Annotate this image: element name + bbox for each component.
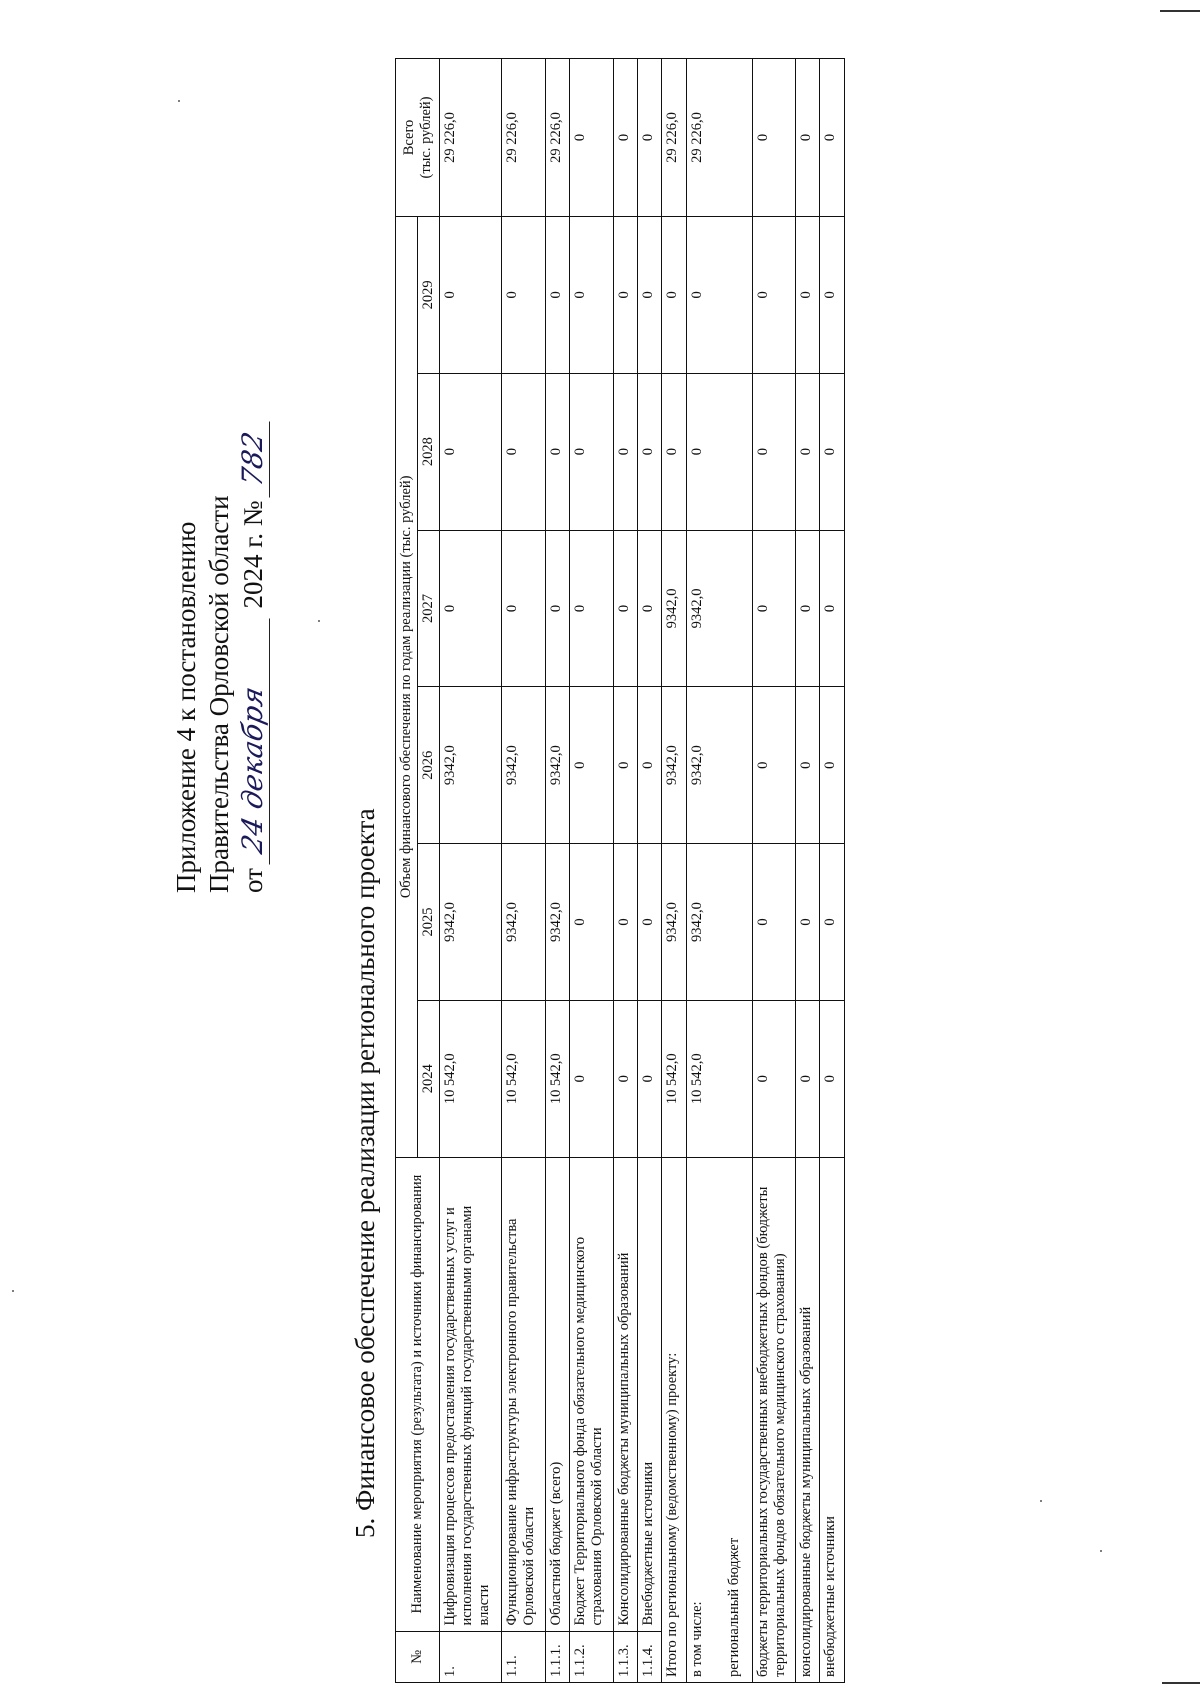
- table-row: [545, 59, 569, 1683]
- cell-2026: 9342,0: [662, 687, 686, 844]
- cell-2029: 0: [440, 216, 502, 373]
- cell-2027: 0: [570, 530, 613, 687]
- cell-2024: 0: [613, 1000, 637, 1157]
- table-row: [440, 59, 502, 1683]
- appendix-block: [170, 333, 270, 893]
- row-num: 1.1.4.: [638, 1631, 662, 1682]
- cell-total: 29 226,0: [686, 59, 752, 217]
- cell-2029: 0: [638, 216, 662, 373]
- cell-2026: 0: [638, 687, 662, 844]
- cell-total: 29 226,0: [440, 59, 502, 217]
- cell-2024: 10 542,0: [545, 1000, 569, 1157]
- cell-total: 29 226,0: [502, 59, 545, 217]
- cell-2027: 0: [638, 530, 662, 687]
- cell-2026: 9342,0: [686, 687, 752, 844]
- row-name: [752, 1157, 795, 1682]
- row-name: [820, 1157, 845, 1682]
- header-num: №: [396, 1631, 440, 1682]
- row-name-text: бюджеты территориальных государственных внебюджетных фондов (бюджеты территориальных фондов обязательного медицинского страхования): [754, 1186, 788, 1677]
- row-name: [795, 1157, 819, 1682]
- row-name-subtext: региональный бюджет: [725, 1537, 742, 1677]
- cell-2029: 0: [545, 216, 569, 373]
- table-row: [638, 59, 662, 1683]
- header-year-2025: 2025: [418, 844, 440, 1001]
- cell-2024: 0: [752, 1000, 795, 1157]
- cell-total: 0: [638, 59, 662, 217]
- cell-2026: 0: [752, 687, 795, 844]
- cell-2024: 0: [795, 1000, 819, 1157]
- cell-2027: 0: [502, 530, 545, 687]
- header-name: Наименование мероприятия (результата) и источники финансирования: [396, 1157, 440, 1631]
- cell-2024: 10 542,0: [440, 1000, 502, 1157]
- cell-2028: 0: [662, 373, 686, 530]
- header-year-2027: 2027: [418, 530, 440, 687]
- appendix-line-1: Приложение 4 к постановлению: [171, 521, 201, 893]
- cell-2026: 0: [820, 687, 845, 844]
- cell-2028: 0: [795, 373, 819, 530]
- header-year-2029: 2029: [418, 216, 440, 373]
- cell-total: 0: [613, 59, 637, 217]
- table-row: [570, 59, 613, 1683]
- cell-2026: 9342,0: [440, 687, 502, 844]
- cell-2027: 0: [820, 530, 845, 687]
- row-name: Бюджет Территориального фонда обязательного медицинского страхования Орловской области: [570, 1157, 613, 1631]
- header-year-2026: 2026: [418, 687, 440, 844]
- cell-2025: 0: [795, 844, 819, 1001]
- cell-2024: 10 542,0: [686, 1000, 752, 1157]
- cell-total: 0: [570, 59, 613, 217]
- table-row: [752, 59, 795, 1683]
- header-volume: Объем финансового обеспечения по годам реализации (тыс. рублей): [396, 216, 418, 1157]
- cell-2029: 0: [502, 216, 545, 373]
- row-num: 1.1.1.: [545, 1631, 569, 1682]
- cell-2025: 9342,0: [545, 844, 569, 1001]
- cell-2029: 0: [820, 216, 845, 373]
- handwritten-date: 24 декабря: [236, 612, 270, 865]
- cell-2028: 0: [545, 373, 569, 530]
- cell-2027: 0: [440, 530, 502, 687]
- header-total-line-2: (тыс. рублей): [417, 96, 434, 179]
- cell-2025: 0: [752, 844, 795, 1001]
- cell-2024: 0: [638, 1000, 662, 1157]
- cell-2029: 0: [570, 216, 613, 373]
- appendix-date-prefix: от: [238, 868, 268, 893]
- cell-2024: 0: [570, 1000, 613, 1157]
- appendix-line-2: Правительства Орловской области: [204, 495, 234, 893]
- row-num: 1.: [440, 1631, 502, 1682]
- cell-2028: 0: [686, 373, 752, 530]
- cell-2027: 0: [545, 530, 569, 687]
- cell-2025: 9342,0: [440, 844, 502, 1001]
- cell-total: 0: [752, 59, 795, 217]
- header-year-2024: 2024: [418, 1000, 440, 1157]
- financing-table: [395, 58, 845, 1683]
- row-name-text: в том числе:: [688, 1601, 705, 1677]
- appendix-year: 2024 г. №: [238, 500, 268, 609]
- cell-2026: 0: [570, 687, 613, 844]
- row-name: Внебюджетные источники: [638, 1157, 662, 1631]
- cell-2029: 0: [795, 216, 819, 373]
- header-total: [396, 59, 440, 217]
- row-name: Функционирование инфраструктуры электронного правительства Орловской области: [502, 1157, 545, 1631]
- row-name: Консолидированные бюджеты муниципальных образований: [613, 1157, 637, 1631]
- appendix-line-3: [236, 333, 270, 893]
- cell-2024: 0: [820, 1000, 845, 1157]
- section-title: 5. Финансовое обеспечение реализации регионального проекта: [350, 808, 380, 1538]
- cell-2027: 0: [752, 530, 795, 687]
- header-year-2028: 2028: [418, 373, 440, 530]
- row-num: 1.1.3.: [613, 1631, 637, 1682]
- cell-2028: 0: [638, 373, 662, 530]
- table-row: [795, 59, 819, 1683]
- cell-2025: 0: [820, 844, 845, 1001]
- cell-2026: 0: [613, 687, 637, 844]
- row-name: [686, 1157, 752, 1682]
- row-name: Областной бюджет (всего): [545, 1157, 569, 1631]
- row-name-text: внебюджетные источники: [822, 1516, 839, 1677]
- row-name-text: консолидированные бюджеты муниципальных образований: [797, 1306, 814, 1677]
- cell-2028: 0: [502, 373, 545, 530]
- cell-2028: 0: [570, 373, 613, 530]
- cell-2029: 0: [662, 216, 686, 373]
- cell-2024: 10 542,0: [662, 1000, 686, 1157]
- header-total-line-1: Всего: [400, 119, 417, 156]
- row-name-text: Итого по региональному (ведомственному) проекту:: [664, 1352, 681, 1677]
- cell-2027: 9342,0: [662, 530, 686, 687]
- cell-2025: 0: [638, 844, 662, 1001]
- cell-2028: 0: [613, 373, 637, 530]
- cell-2026: 0: [795, 687, 819, 844]
- cell-2028: 0: [440, 373, 502, 530]
- row-name: [662, 1157, 686, 1682]
- cell-2027: 0: [795, 530, 819, 687]
- handwritten-number: 782: [236, 414, 270, 497]
- cell-2025: 0: [613, 844, 637, 1001]
- table-row: [820, 59, 845, 1683]
- cell-2029: 0: [686, 216, 752, 373]
- cell-2027: 0: [613, 530, 637, 687]
- table-row: [662, 59, 686, 1683]
- cell-total: 0: [795, 59, 819, 217]
- cell-2025: 0: [570, 844, 613, 1001]
- cell-2025: 9342,0: [686, 844, 752, 1001]
- table-row: [502, 59, 545, 1683]
- cell-2029: 0: [752, 216, 795, 373]
- cell-2025: 9342,0: [662, 844, 686, 1001]
- cell-2026: 9342,0: [545, 687, 569, 844]
- cell-total: 29 226,0: [545, 59, 569, 217]
- cell-2029: 0: [613, 216, 637, 373]
- table-row: [613, 59, 637, 1683]
- row-name: Цифровизация процессов предоставления государственных услуг и исполнения государственных функций государственными органами власти: [440, 1157, 502, 1631]
- cell-2028: 0: [752, 373, 795, 530]
- cell-2028: 0: [820, 373, 845, 530]
- cell-total: 0: [820, 59, 845, 217]
- cell-2024: 10 542,0: [502, 1000, 545, 1157]
- row-num: 1.1.: [502, 1631, 545, 1682]
- cell-2026: 9342,0: [502, 687, 545, 844]
- cell-2025: 9342,0: [502, 844, 545, 1001]
- cell-2027: 9342,0: [686, 530, 752, 687]
- cell-total: 29 226,0: [662, 59, 686, 217]
- table-row: [686, 59, 752, 1683]
- row-num: 1.1.2.: [570, 1631, 613, 1682]
